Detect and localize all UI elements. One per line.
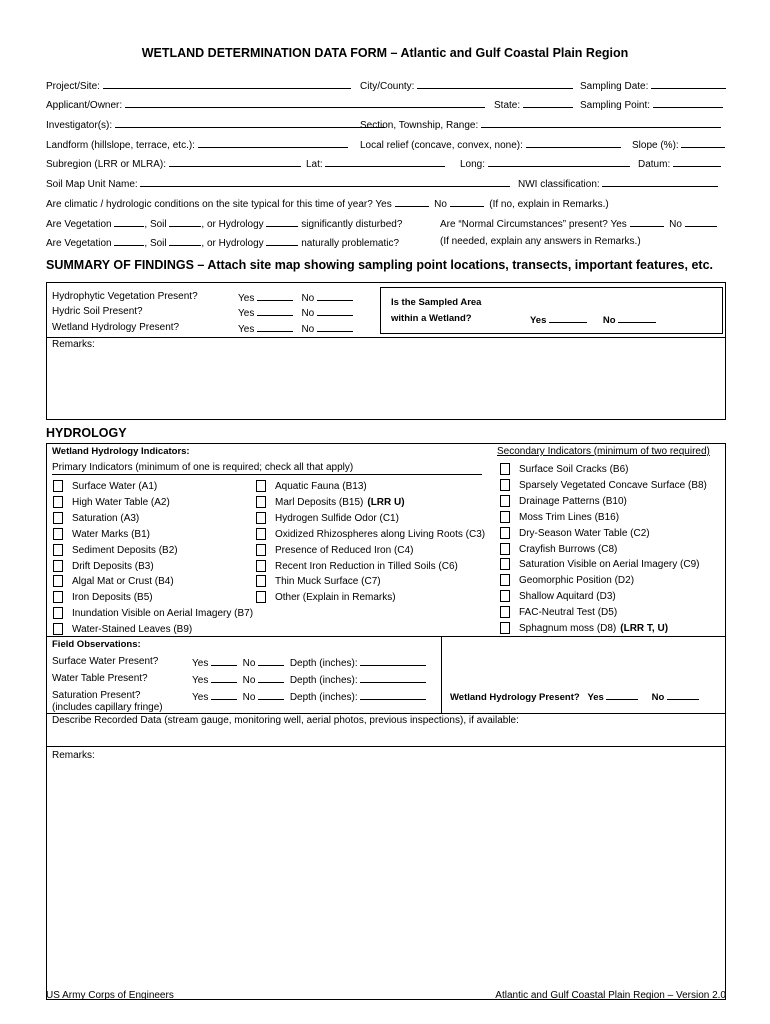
lat-field[interactable] [325, 157, 445, 167]
indicator-label [72, 529, 150, 541]
nat-problematic-label: naturally problematic? [301, 238, 400, 249]
indicator-label [519, 591, 616, 603]
veg-no-field[interactable] [317, 291, 353, 301]
soil-label-2: , Soil [144, 238, 167, 249]
indicator-label-text: Hydrogen Sulfide Odor (C1) [275, 512, 399, 524]
indicator-checkbox[interactable] [53, 496, 63, 508]
fo-yes-label: Yes [192, 658, 209, 669]
applicant-label: Applicant/Owner: [46, 100, 123, 111]
project-site-label: Project/Site: [46, 81, 100, 92]
applicant-row [46, 98, 485, 112]
indicator-label-text: Sparsely Vegetated Concave Surface (B8) [519, 479, 707, 491]
climatic-question: Are climatic / hydrologic conditions on the site typical for this time of year? [46, 199, 373, 210]
section-label: Section, Township, Range: [360, 120, 479, 131]
wh-no-label: No [651, 692, 665, 703]
indicator-checkbox[interactable] [256, 544, 266, 556]
surface-water-depth[interactable] [360, 656, 426, 666]
summary-row-3-label: Wetland Hydrology Present? [52, 322, 180, 333]
fo-depth-label: Depth (inches): [289, 675, 358, 686]
summary-no-label: No [301, 293, 315, 304]
long-row [460, 157, 630, 171]
wetland-hyd-label: Wetland Hydrology Present? [450, 692, 580, 703]
investigators-label: Investigator(s): [46, 120, 113, 131]
indicator-checkbox[interactable] [256, 591, 266, 603]
fo-depth-label: Depth (inches): [289, 692, 358, 703]
indicator-suffix: (LRR U) [367, 496, 405, 508]
indicator-label-text: Water-Stained Leaves (B9) [72, 624, 193, 636]
indicator-checkbox[interactable] [53, 544, 63, 556]
primary-title: Primary Indicators (minimum of one is required; check all that apply) [52, 462, 482, 475]
hyd-no-field[interactable] [317, 322, 353, 332]
problematic-row [46, 236, 399, 250]
indicator-label [275, 592, 396, 604]
summary-row-1-answers [238, 291, 353, 305]
climatic-if-no: (If no, explain in Remarks.) [489, 199, 609, 210]
city-county-row [360, 79, 573, 93]
indicator-checkbox[interactable] [500, 622, 510, 634]
indicator-label [275, 561, 458, 573]
wetland-yes-field[interactable] [549, 313, 587, 323]
indicator-checkbox[interactable] [500, 527, 510, 539]
project-site-field[interactable] [103, 79, 351, 89]
indicator-label [519, 544, 617, 556]
climatic-no-field[interactable] [450, 197, 484, 207]
slope-field[interactable] [681, 138, 725, 148]
indicator-label-text: Oxidized Rhizospheres along Living Roots (C3) [275, 528, 486, 540]
climatic-no-label: No [434, 199, 447, 210]
hydrology-remarks-area[interactable] [47, 764, 725, 998]
indicator-label-text: Marl Deposits (B15) [275, 496, 364, 508]
indicator-suffix: (LRR T, U) [620, 623, 669, 634]
form-title: WETLAND DETERMINATION DATA FORM – Atlantic and Gulf Coastal Plain Region [141, 46, 629, 60]
if-needed-note: (If needed, explain any answers in Remarks.) [440, 236, 641, 247]
sampling-date-field[interactable] [651, 79, 726, 89]
indicator-checkbox[interactable] [53, 480, 63, 492]
investigators-row [46, 118, 385, 132]
surface-water-answers [192, 656, 426, 670]
indicator-label [519, 464, 628, 476]
fo-depth-label: Depth (inches): [289, 658, 358, 669]
normal-no-label: No [669, 219, 682, 230]
local-relief-field[interactable] [526, 138, 621, 148]
indicator-label-text: Recent Iron Reduction in Tilled Soils (C6) [275, 560, 458, 572]
indicator-label-text: Moss Trim Lines (B16) [519, 511, 620, 523]
wetland-hyd-yes[interactable] [606, 690, 638, 700]
hydrology-problematic-field[interactable] [266, 236, 298, 246]
wetland-hyd-no[interactable] [667, 690, 699, 700]
indicator-label-text: Shallow Aquitard (D3) [519, 591, 616, 603]
fo-no-label: No [242, 675, 256, 686]
indicator-label-text: Algal Mat or Crust (B4) [72, 576, 174, 588]
indicator-label [72, 545, 178, 557]
indicator-label [519, 496, 627, 508]
indicator-label [275, 529, 485, 541]
summary-row-2-answers [238, 306, 353, 320]
indicator-label-text: Surface Water (A1) [72, 481, 158, 492]
climatic-yes-label: Yes [375, 199, 392, 210]
soil-map-label: Soil Map Unit Name: [46, 179, 138, 190]
normal-no-field[interactable] [685, 217, 717, 227]
water-table-answers [192, 673, 426, 687]
hydrology-remarks-label: Remarks: [52, 750, 95, 761]
capillary-label: (includes capillary fringe) [52, 702, 163, 713]
wetland-no-label: No [602, 315, 616, 326]
indicator-checkbox[interactable] [53, 512, 63, 524]
hydrology-label: , or Hydrology [201, 219, 264, 230]
sampled-area-label-1: Is the Sampled Area [391, 297, 482, 308]
summary-yes-label: Yes [238, 308, 255, 319]
indicator-label [519, 528, 650, 540]
saturation-answers [192, 690, 426, 704]
indicator-checkbox[interactable] [500, 495, 510, 507]
indicator-checkbox[interactable] [256, 560, 266, 572]
indicator-label-text: Dry-Season Water Table (C2) [519, 527, 650, 539]
indicator-label [72, 624, 192, 636]
datum-row [638, 157, 721, 171]
climatic-row [46, 197, 609, 211]
indicator-label-text: Drainage Patterns (B10) [519, 495, 627, 507]
indicator-label [275, 497, 405, 509]
summary-row-2-label: Hydric Soil Present? [52, 306, 143, 317]
indicator-checkbox[interactable] [53, 560, 63, 572]
indicator-label [275, 513, 399, 525]
summary-row-1-label: Hydrophytic Vegetation Present? [52, 291, 198, 302]
wetland-no-field[interactable] [618, 313, 656, 323]
wetland-hydrology-row [450, 690, 699, 704]
indicator-label-text: Aquatic Fauna (B13) [275, 481, 367, 492]
indicator-label [519, 480, 707, 492]
landform-field[interactable] [198, 138, 348, 148]
water-table-no[interactable] [258, 673, 284, 683]
footer-left: US Army Corps of Engineers [46, 990, 174, 1001]
sampled-area-answers [530, 313, 656, 327]
indicator-label-text: Inundation Visible on Aerial Imagery (B7) [72, 608, 254, 620]
soil-no-field[interactable] [317, 306, 353, 316]
indicator-label-text: Presence of Reduced Iron (C4) [275, 544, 414, 556]
fo-yes-label: Yes [192, 675, 209, 686]
indicator-checkbox[interactable] [53, 607, 63, 619]
indicator-label-text: Sediment Deposits (B2) [72, 544, 178, 556]
normal-circ-label: Are “Normal Circumstances” present? [440, 219, 608, 230]
fo-no-label: No [242, 692, 256, 703]
sampling-date-label: Sampling Date: [580, 81, 649, 92]
landform-label: Landform (hillslope, terrace, etc.): [46, 140, 195, 151]
state-label: State: [494, 100, 521, 111]
city-county-label: City/County: [360, 81, 415, 92]
summary-heading: SUMMARY OF FINDINGS – Attach site map showing sampling point locations, transects, important features, etc. [46, 258, 713, 272]
vegetation-label: Are Vegetation [46, 219, 112, 230]
indicator-label [275, 576, 381, 588]
normal-yes-label: Yes [610, 219, 627, 230]
indicator-checkbox[interactable] [500, 558, 510, 570]
disturbed-row [46, 217, 402, 231]
city-county-field[interactable] [417, 79, 573, 89]
hydrology-disturbed-field[interactable] [266, 217, 298, 227]
subregion-field[interactable] [169, 157, 301, 167]
indicator-checkbox[interactable] [500, 574, 510, 586]
indicator-checkbox[interactable] [256, 480, 266, 492]
indicator-label [519, 559, 699, 571]
indicator-checkbox[interactable] [500, 606, 510, 618]
soil-disturbed-field[interactable] [169, 217, 201, 227]
sampling-point-field[interactable] [653, 98, 723, 108]
indicator-checkbox[interactable] [53, 623, 63, 635]
indicator-label [275, 481, 367, 493]
indicator-label-text: Other (Explain in Remarks) [275, 592, 396, 604]
indicator-label-text: Thin Muck Surface (C7) [275, 576, 381, 588]
long-field[interactable] [488, 157, 630, 167]
section-row [360, 118, 721, 132]
indicator-checkbox[interactable] [256, 496, 266, 508]
fo-no-label: No [242, 658, 256, 669]
summary-no-label: No [301, 308, 315, 319]
hydrology-heading: HYDROLOGY [46, 426, 127, 440]
local-relief-label: Local relief (concave, convex, none): [360, 140, 523, 151]
hyd-yes-field[interactable] [257, 322, 293, 332]
subregion-label: Subregion (LRR or MLRA): [46, 159, 167, 170]
subregion-row [46, 157, 301, 171]
soil-map-row [46, 177, 510, 191]
indicator-checkbox[interactable] [500, 543, 510, 555]
indicator-label [519, 623, 668, 635]
sampled-area-label-2: within a Wetland? [391, 313, 472, 324]
applicant-field[interactable] [125, 98, 485, 108]
field-obs-title: Field Observations: [52, 639, 141, 650]
sig-disturbed-label: significantly disturbed? [301, 219, 403, 230]
landform-row [46, 138, 348, 152]
normal-circ-row [440, 217, 717, 231]
indicator-label [519, 575, 634, 587]
nwi-row [518, 177, 718, 191]
indicator-label [275, 545, 413, 557]
indicator-checkbox[interactable] [500, 590, 510, 602]
indicator-checkbox[interactable] [53, 575, 63, 587]
indicator-label [72, 561, 154, 573]
section-field[interactable] [481, 118, 721, 128]
sampling-point-label: Sampling Point: [580, 100, 651, 111]
local-relief-row [360, 138, 621, 152]
lat-label: Lat: [306, 159, 323, 170]
vegetation-problematic-field[interactable] [114, 236, 144, 246]
climatic-yes-field[interactable] [395, 197, 429, 207]
indicator-label [519, 512, 619, 524]
indicator-checkbox[interactable] [256, 575, 266, 587]
normal-yes-field[interactable] [630, 217, 664, 227]
recorded-data-area[interactable] [47, 728, 725, 745]
saturation-label: Saturation Present? [52, 690, 141, 701]
surface-water-label: Surface Water Present? [52, 656, 159, 667]
wetland-yes-label: Yes [530, 315, 547, 326]
wh-yes-label: Yes [587, 692, 604, 703]
investigators-field[interactable] [115, 118, 385, 128]
summary-remarks-label: Remarks: [52, 339, 95, 350]
indicator-label [519, 607, 617, 619]
summary-yes-label: Yes [238, 324, 255, 335]
nwi-label: NWI classification: [518, 179, 600, 190]
summary-yes-label: Yes [238, 293, 255, 304]
saturation-depth[interactable] [360, 690, 426, 700]
indicator-label-text: High Water Table (A2) [72, 496, 170, 508]
soil-map-field[interactable] [140, 177, 510, 187]
indicator-label [72, 481, 157, 493]
indicator-label [72, 497, 170, 509]
recorded-data-label: Describe Recorded Data (stream gauge, monitoring well, aerial photos, previous inspections), if available: [52, 715, 519, 726]
sampling-date-row [580, 79, 726, 93]
nwi-field[interactable] [602, 177, 718, 187]
indicator-checkbox[interactable] [256, 512, 266, 524]
summary-row-3-answers [238, 322, 353, 336]
sampling-point-row [580, 98, 723, 112]
indicator-label [72, 608, 253, 620]
long-label: Long: [460, 159, 486, 170]
water-table-yes[interactable] [211, 673, 237, 683]
indicator-label-text: Sphagnum moss (D8) [519, 623, 617, 634]
indicator-label-text: Iron Deposits (B5) [72, 592, 153, 604]
indicator-label-text: Geomorphic Position (D2) [519, 575, 635, 587]
water-table-label: Water Table Present? [52, 673, 148, 684]
vegetation-label-2: Are Vegetation [46, 238, 112, 249]
soil-yes-field[interactable] [257, 306, 293, 316]
indicator-label-text: Saturation Visible on Aerial Imagery (C9) [519, 559, 700, 571]
state-row [494, 98, 573, 112]
indicator-label-text: Saturation (A3) [72, 512, 140, 524]
soil-label: , Soil [144, 219, 167, 230]
indicators-title: Wetland Hydrology Indicators: [52, 446, 190, 457]
state-field[interactable] [523, 98, 573, 108]
indicator-label [72, 592, 153, 604]
soil-problematic-field[interactable] [169, 236, 201, 246]
indicator-label-text: Drift Deposits (B3) [72, 560, 154, 572]
indicator-checkbox[interactable] [256, 528, 266, 540]
indicator-checkbox[interactable] [500, 511, 510, 523]
lat-row [306, 157, 445, 171]
indicator-label-text: Crayfish Burrows (C8) [519, 543, 618, 555]
datum-label: Datum: [638, 159, 671, 170]
vegetation-disturbed-field[interactable] [114, 217, 144, 227]
saturation-yes[interactable] [211, 690, 237, 700]
indicator-label-text: Water Marks (B1) [72, 528, 150, 540]
field-obs-divider [441, 636, 442, 713]
saturation-no[interactable] [258, 690, 284, 700]
water-table-depth[interactable] [360, 673, 426, 683]
indicator-label-text: Surface Soil Cracks (B6) [519, 464, 629, 475]
hydrology-divider-3 [46, 746, 726, 747]
datum-field[interactable] [673, 157, 721, 167]
slope-row [632, 138, 725, 152]
secondary-title [497, 446, 710, 458]
indicator-checkbox[interactable] [500, 463, 510, 475]
hydrology-divider-1 [46, 636, 726, 637]
footer-right: Atlantic and Gulf Coastal Plain Region – Version 2.0 [495, 990, 726, 1001]
project-site-row [46, 79, 351, 93]
summary-no-label: No [301, 324, 315, 335]
summary-divider [46, 337, 726, 338]
hydrology-label-2: , or Hydrology [201, 238, 264, 249]
indicator-checkbox[interactable] [53, 591, 63, 603]
indicator-label [72, 513, 139, 525]
indicator-label [72, 576, 174, 588]
fo-yes-label: Yes [192, 692, 209, 703]
indicator-label-text: FAC-Neutral Test (D5) [519, 607, 618, 619]
indicator-checkbox[interactable] [500, 479, 510, 491]
surface-water-no[interactable] [258, 656, 284, 666]
slope-label: Slope (%): [632, 140, 679, 151]
secondary-title-text: Secondary Indicators (minimum of two required) [497, 446, 710, 457]
indicator-checkbox[interactable] [53, 528, 63, 540]
veg-yes-field[interactable] [257, 291, 293, 301]
surface-water-yes[interactable] [211, 656, 237, 666]
summary-remarks-area[interactable] [47, 352, 725, 418]
